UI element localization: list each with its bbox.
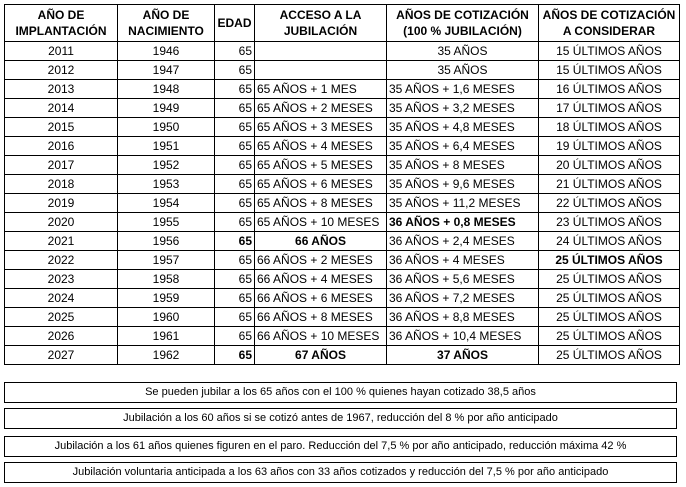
cell-nacimiento: 1957 bbox=[118, 251, 215, 270]
cell-nacimiento: 1959 bbox=[118, 289, 215, 308]
cell-nacimiento: 1960 bbox=[118, 308, 215, 327]
cell-considerar: 22 ÚLTIMOS AÑOS bbox=[539, 194, 680, 213]
cell-implantacion: 2027 bbox=[5, 346, 118, 365]
cell-considerar: 15 ÚLTIMOS AÑOS bbox=[539, 42, 680, 61]
cell-acceso: 65 AÑOS + 3 MESES bbox=[255, 118, 387, 137]
cell-considerar: 19 ÚLTIMOS AÑOS bbox=[539, 137, 680, 156]
table-row bbox=[5, 61, 680, 80]
cell-acceso: 66 AÑOS + 6 MESES bbox=[255, 289, 387, 308]
cell-cotizacion: 36 AÑOS + 2,4 MESES bbox=[387, 232, 539, 251]
cell-considerar: 17 ÚLTIMOS AÑOS bbox=[539, 99, 680, 118]
cell-edad: 65 bbox=[215, 289, 255, 308]
table-row bbox=[5, 194, 680, 213]
cell-nacimiento: 1951 bbox=[118, 137, 215, 156]
cell-edad: 65 bbox=[215, 232, 255, 251]
cell-cotizacion: 35 AÑOS bbox=[387, 42, 539, 61]
cell-acceso: 65 AÑOS + 10 MESES bbox=[255, 213, 387, 232]
cell-cotizacion: 35 AÑOS + 11,2 MESES bbox=[387, 194, 539, 213]
table-row bbox=[5, 80, 680, 99]
cell-acceso: 66 AÑOS + 10 MESES bbox=[255, 327, 387, 346]
cell-acceso: 65 AÑOS + 8 MESES bbox=[255, 194, 387, 213]
cell-cotizacion: 36 AÑOS + 8,8 MESES bbox=[387, 308, 539, 327]
cell-cotizacion: 35 AÑOS + 3,2 MESES bbox=[387, 99, 539, 118]
cell-considerar: 16 ÚLTIMOS AÑOS bbox=[539, 80, 680, 99]
cell-cotizacion: 36 AÑOS + 10,4 MESES bbox=[387, 327, 539, 346]
cell-cotizacion: 35 AÑOS + 8 MESES bbox=[387, 156, 539, 175]
cell-edad: 65 bbox=[215, 61, 255, 80]
cell-considerar: 25 ÚLTIMOS AÑOS bbox=[539, 327, 680, 346]
cell-edad: 65 bbox=[215, 99, 255, 118]
cell-considerar: 21 ÚLTIMOS AÑOS bbox=[539, 175, 680, 194]
cell-considerar: 25 ÚLTIMOS AÑOS bbox=[539, 251, 680, 270]
cell-nacimiento: 1948 bbox=[118, 80, 215, 99]
header-considerar: AÑOS DE COTIZACIÓN A CONSIDERAR bbox=[539, 5, 680, 42]
cell-implantacion: 2012 bbox=[5, 61, 118, 80]
cell-cotizacion: 35 AÑOS + 9,6 MESES bbox=[387, 175, 539, 194]
cell-cotizacion: 35 AÑOS + 4,8 MESES bbox=[387, 118, 539, 137]
cell-implantacion: 2014 bbox=[5, 99, 118, 118]
table-row bbox=[5, 137, 680, 156]
cell-considerar: 25 ÚLTIMOS AÑOS bbox=[539, 346, 680, 365]
cell-edad: 65 bbox=[215, 194, 255, 213]
cell-implantacion: 2019 bbox=[5, 194, 118, 213]
cell-nacimiento: 1954 bbox=[118, 194, 215, 213]
cell-nacimiento: 1956 bbox=[118, 232, 215, 251]
note-jubilacion-65: Se pueden jubilar a los 65 años con el 100 % quienes hayan cotizado 38,5 años bbox=[4, 382, 677, 403]
cell-acceso: 66 AÑOS + 8 MESES bbox=[255, 308, 387, 327]
cell-edad: 65 bbox=[215, 270, 255, 289]
cell-implantacion: 2017 bbox=[5, 156, 118, 175]
cell-nacimiento: 1958 bbox=[118, 270, 215, 289]
cell-cotizacion: 35 AÑOS + 1,6 MESES bbox=[387, 80, 539, 99]
cell-considerar: 24 ÚLTIMOS AÑOS bbox=[539, 232, 680, 251]
cell-implantacion: 2011 bbox=[5, 42, 118, 61]
cell-implantacion: 2016 bbox=[5, 137, 118, 156]
cell-nacimiento: 1962 bbox=[118, 346, 215, 365]
cell-acceso: 65 AÑOS + 1 MES bbox=[255, 80, 387, 99]
note-jubilacion-61: Jubilación a los 61 años quienes figuren en el paro. Reducción del 7,5 % por año anticipado, reducción máxima 42 % bbox=[4, 436, 677, 457]
cell-nacimiento: 1961 bbox=[118, 327, 215, 346]
cell-implantacion: 2020 bbox=[5, 213, 118, 232]
cell-edad: 65 bbox=[215, 175, 255, 194]
cell-considerar: 18 ÚLTIMOS AÑOS bbox=[539, 118, 680, 137]
cell-edad: 65 bbox=[215, 42, 255, 61]
cell-nacimiento: 1946 bbox=[118, 42, 215, 61]
cell-acceso: 65 AÑOS + 6 MESES bbox=[255, 175, 387, 194]
cell-cotizacion: 36 AÑOS + 7,2 MESES bbox=[387, 289, 539, 308]
cell-considerar: 25 ÚLTIMOS AÑOS bbox=[539, 270, 680, 289]
cell-acceso: 65 AÑOS + 2 MESES bbox=[255, 99, 387, 118]
cell-edad: 65 bbox=[215, 327, 255, 346]
cell-implantacion: 2023 bbox=[5, 270, 118, 289]
table-row bbox=[5, 270, 680, 289]
table-row bbox=[5, 251, 680, 270]
table-row bbox=[5, 175, 680, 194]
cell-considerar: 23 ÚLTIMOS AÑOS bbox=[539, 213, 680, 232]
cell-nacimiento: 1947 bbox=[118, 61, 215, 80]
cell-implantacion: 2024 bbox=[5, 289, 118, 308]
cell-acceso: 67 AÑOS bbox=[255, 346, 387, 365]
cell-edad: 65 bbox=[215, 137, 255, 156]
cell-considerar: 25 ÚLTIMOS AÑOS bbox=[539, 289, 680, 308]
cell-acceso: 65 AÑOS + 5 MESES bbox=[255, 156, 387, 175]
table-row bbox=[5, 232, 680, 251]
note-jubilacion-60: Jubilación a los 60 años si se cotizó antes de 1967, reducción del 8 % por año anticipado bbox=[4, 408, 677, 429]
note-jubilacion-63: Jubilación voluntaria anticipada a los 63 años con 33 años cotizados y reducción del 7,5 % por año anticipado bbox=[4, 462, 677, 483]
cell-cotizacion: 35 AÑOS bbox=[387, 61, 539, 80]
cell-implantacion: 2013 bbox=[5, 80, 118, 99]
cell-nacimiento: 1953 bbox=[118, 175, 215, 194]
cell-considerar: 15 ÚLTIMOS AÑOS bbox=[539, 61, 680, 80]
table-row bbox=[5, 99, 680, 118]
cell-cotizacion: 36 AÑOS + 4 MESES bbox=[387, 251, 539, 270]
cell-nacimiento: 1949 bbox=[118, 99, 215, 118]
header-implantacion: AÑO DE IMPLANTACIÓN bbox=[5, 5, 118, 42]
cell-implantacion: 2015 bbox=[5, 118, 118, 137]
table-row bbox=[5, 289, 680, 308]
cell-nacimiento: 1950 bbox=[118, 118, 215, 137]
table-row bbox=[5, 213, 680, 232]
cell-edad: 65 bbox=[215, 118, 255, 137]
cell-acceso bbox=[255, 61, 387, 80]
header-nacimiento: AÑO DE NACIMIENTO bbox=[118, 5, 215, 42]
cell-cotizacion: 37 AÑOS bbox=[387, 346, 539, 365]
cell-cotizacion: 36 AÑOS + 5,6 MESES bbox=[387, 270, 539, 289]
header-row bbox=[5, 5, 680, 42]
cell-nacimiento: 1952 bbox=[118, 156, 215, 175]
cell-acceso: 66 AÑOS + 2 MESES bbox=[255, 251, 387, 270]
cell-implantacion: 2021 bbox=[5, 232, 118, 251]
cell-edad: 65 bbox=[215, 251, 255, 270]
cell-implantacion: 2026 bbox=[5, 327, 118, 346]
cell-edad: 65 bbox=[215, 80, 255, 99]
cell-acceso: 65 AÑOS + 4 MESES bbox=[255, 137, 387, 156]
table-row bbox=[5, 308, 680, 327]
cell-edad: 65 bbox=[215, 156, 255, 175]
cell-considerar: 25 ÚLTIMOS AÑOS bbox=[539, 308, 680, 327]
table-row bbox=[5, 42, 680, 61]
table-row bbox=[5, 346, 680, 365]
cell-implantacion: 2025 bbox=[5, 308, 118, 327]
cell-acceso bbox=[255, 42, 387, 61]
cell-edad: 65 bbox=[215, 213, 255, 232]
table-row bbox=[5, 118, 680, 137]
header-acceso: ACCESO A LA JUBILACIÓN bbox=[255, 5, 387, 42]
header-cotizacion: AÑOS DE COTIZACIÓN (100 % JUBILACIÓN) bbox=[387, 5, 539, 42]
table-row bbox=[5, 327, 680, 346]
cell-edad: 65 bbox=[215, 308, 255, 327]
cell-cotizacion: 35 AÑOS + 6,4 MESES bbox=[387, 137, 539, 156]
retirement-table bbox=[4, 4, 680, 365]
cell-implantacion: 2022 bbox=[5, 251, 118, 270]
cell-nacimiento: 1955 bbox=[118, 213, 215, 232]
table-row bbox=[5, 156, 680, 175]
cell-acceso: 66 AÑOS + 4 MESES bbox=[255, 270, 387, 289]
header-edad: EDAD bbox=[215, 5, 255, 42]
cell-implantacion: 2018 bbox=[5, 175, 118, 194]
cell-edad: 65 bbox=[215, 346, 255, 365]
cell-acceso: 66 AÑOS bbox=[255, 232, 387, 251]
cell-cotizacion: 36 AÑOS + 0,8 MESES bbox=[387, 213, 539, 232]
cell-considerar: 20 ÚLTIMOS AÑOS bbox=[539, 156, 680, 175]
